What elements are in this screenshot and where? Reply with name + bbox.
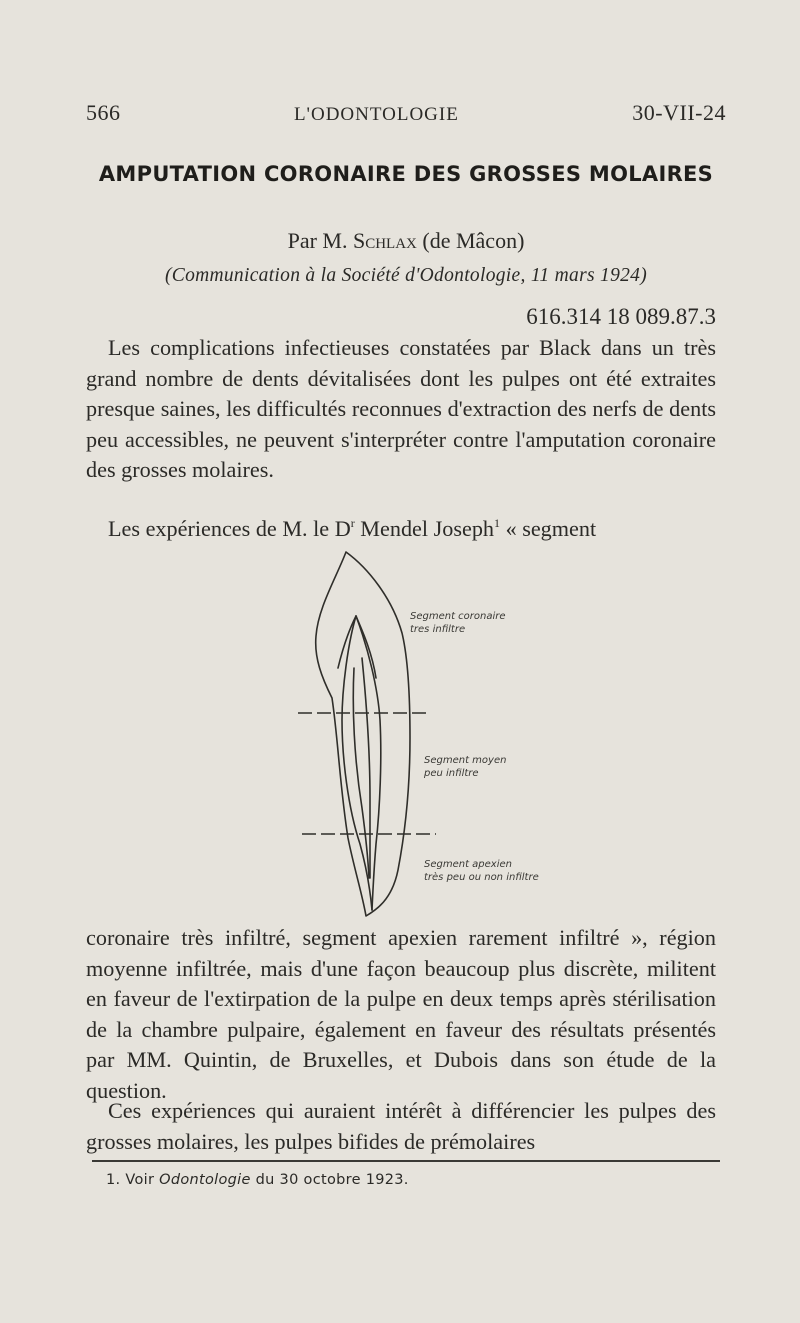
footnote-marker: 1. <box>106 1172 121 1188</box>
issue-date: 30-VII-24 <box>632 100 726 125</box>
paragraph-4: Ces expériences qui auraient intérêt à différencier les pulpes des grosses molaires, les pulpes bifides de prémolaires <box>86 1098 716 1154</box>
paragraph-2-start: Les expériences de M. le D <box>108 516 351 541</box>
footnote <box>106 1170 409 1190</box>
journal-title: L'ODONTOLOGIE <box>293 104 459 125</box>
byline-prefix: Par M. <box>287 228 348 253</box>
page-number: 566 <box>86 100 121 125</box>
footnote-reference: 1 <box>494 516 501 530</box>
byline-suffix: (de Mâcon) <box>422 228 525 253</box>
tooth-diagram <box>296 548 539 920</box>
byline <box>86 227 726 255</box>
paragraph-2 <box>86 508 716 545</box>
paragraph-2-end: « segment <box>500 516 597 541</box>
doctor-superscript: r <box>350 516 355 530</box>
communication-note: (Communication à la Société d'Odontologie, 11 mars 1924) <box>164 265 648 286</box>
article-title: AMPUTATION CORONAIRE DES GROSSES MOLAIRES <box>98 162 714 186</box>
label-apical-segment: Segment apexien très peu ou non infiltre <box>424 859 539 883</box>
footnote-suffix: du 30 octobre 1923. <box>255 1172 409 1188</box>
paragraph-1: Les complications infectieuses constatées par Black dans un très grand nombre de dents dévitalisées dont les pulpes ont été extraites presque saines, les difficultés reconnues d'extraction des nerfs de dents peu accessibles, ne peuvent s'interpréter contre l'amputation coronaire des grosses molaires. <box>86 335 716 482</box>
label-middle-segment: Segment moyen peu infiltre <box>424 755 507 779</box>
author-name: Schlax <box>352 228 417 253</box>
label-coronal-segment: Segment coronaire tres infiltre <box>410 611 506 635</box>
footnote-prefix: Voir <box>125 1172 155 1188</box>
running-head <box>86 100 726 128</box>
footnote-journal: Odontologie <box>159 1172 251 1188</box>
footnote-divider <box>92 1160 720 1162</box>
paragraph-3: coronaire très infiltré, segment apexien rarement infiltré », région moyenne infiltrée, mais d'une façon beaucoup plus discrète, militent en faveur de l'extirpation de la pulpe en deux temps après stérilisation de la chambre pulpaire, également en faveur des résultats présentés par MM. Quintin, de Bruxelles, et Dubois dans son étude de la question. <box>86 925 716 1103</box>
paragraph-2-name: Mendel Joseph <box>354 516 495 541</box>
classification-number: 616.314 18 089.87.3 <box>526 304 716 329</box>
tooth-outer-outline <box>316 552 410 916</box>
pulp-chamber <box>338 616 376 678</box>
